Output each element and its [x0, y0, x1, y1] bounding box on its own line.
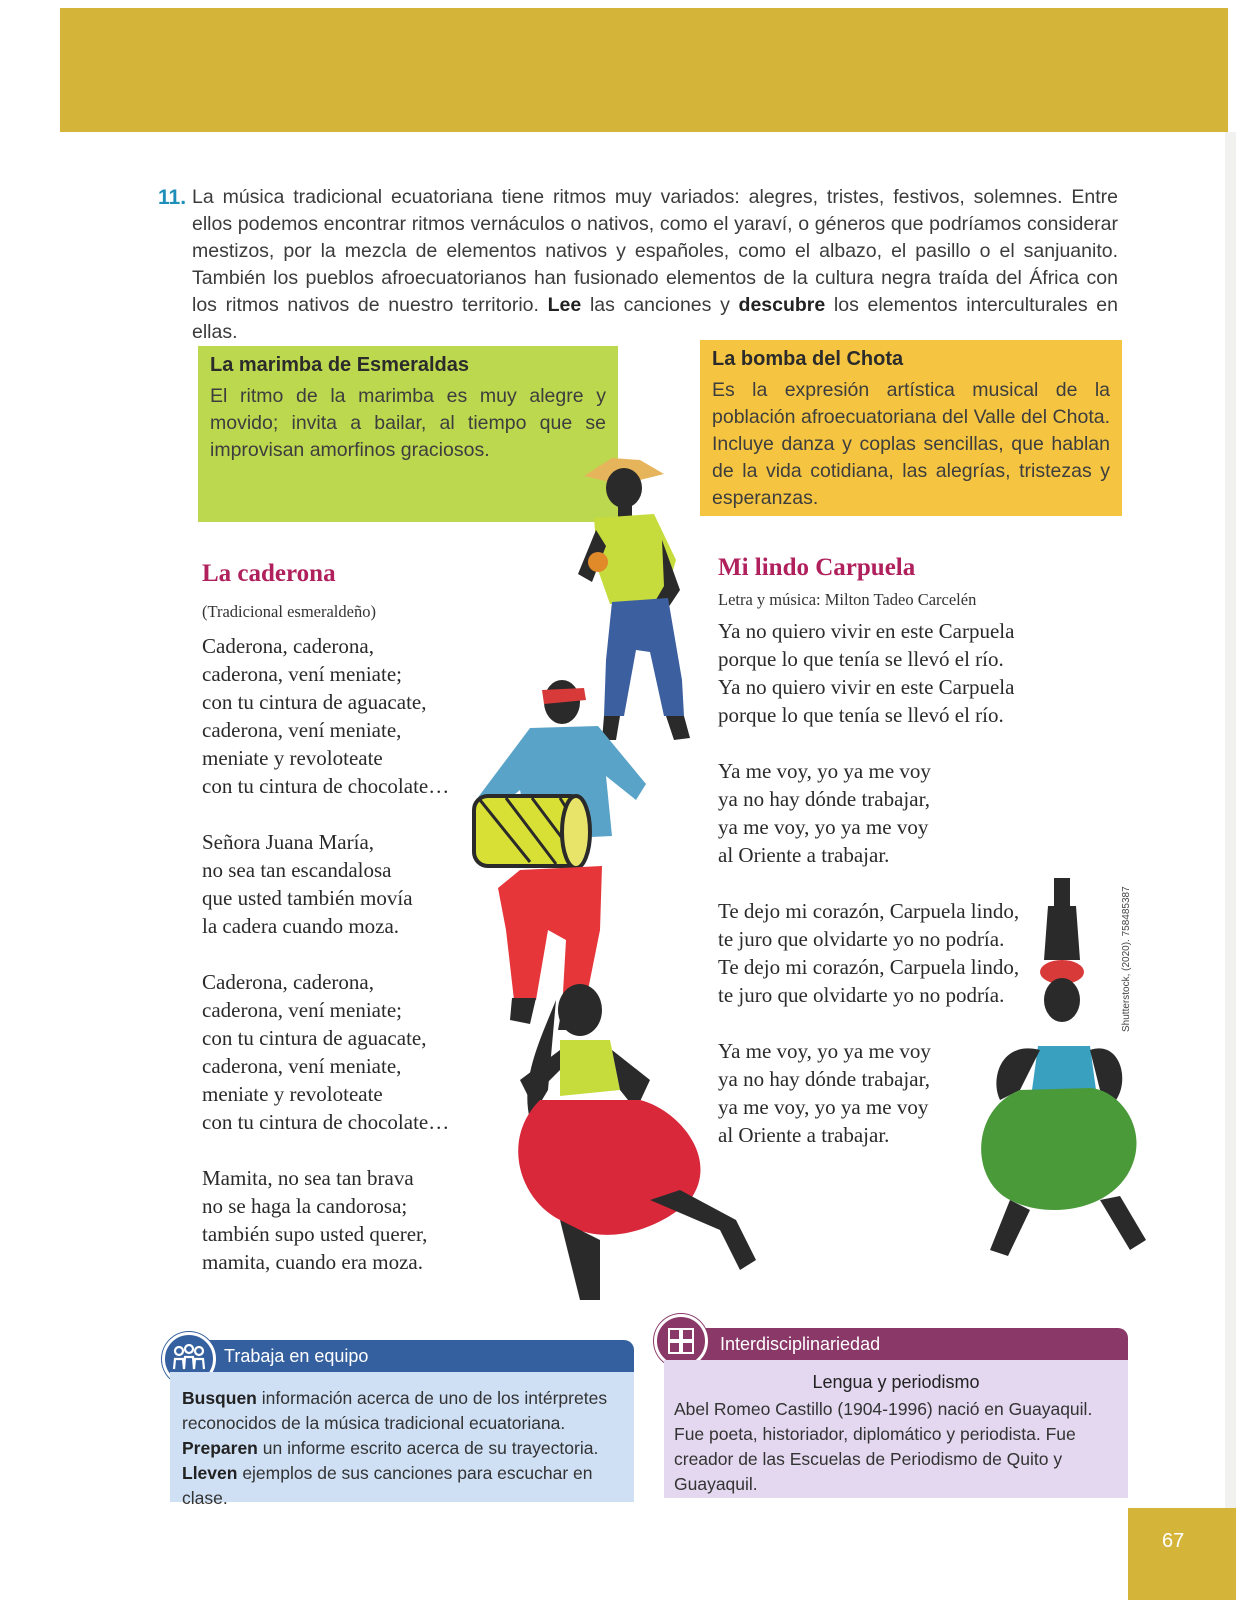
lyric-line: caderona, vení meniate,	[202, 1054, 402, 1078]
inter-panel-body	[664, 1360, 1128, 1498]
stanza	[718, 757, 1019, 869]
inter-panel-header: Interdisciplinariedad	[664, 1328, 1128, 1360]
lyric-line: no sea tan escandalosa	[202, 858, 392, 882]
lyric-line: Te dejo mi corazón, Carpuela lindo,	[718, 899, 1020, 923]
song1-lyrics	[202, 632, 449, 1304]
lyric-line: que usted también movía	[202, 886, 413, 910]
lyric-line: ya me voy, yo ya me voy	[718, 1095, 929, 1119]
activity-intro	[158, 184, 1118, 346]
lyric-line: Ya no quiero vivir en este Carpuela	[718, 619, 1015, 643]
stanza	[718, 617, 1019, 729]
intro-paragraph: La música tradicional ecuatoriana tiene ritmos muy variados: alegres, tristes, festivos, solemnes. Entre ellos podemos encontrar ritmos vernáculos o nativos, como el yaraví, o géneros que podríamos considerar mestizos, por la mezcla de elementos nativos y españoles, como el albazo, el pasillo o el sanjuanito. También los pueblos afroecuatorianos han fusionado elementos de la cultura negra traída del África con los ritmos nativos de nuestro territorio. Lee las canciones y descubre los elementos interculturales en ellas.	[192, 186, 1118, 343]
song1-subtitle: (Tradicional esmeraldeño)	[202, 602, 376, 621]
marimba-info-box	[198, 346, 618, 522]
lyric-line: con tu cintura de chocolate…	[202, 774, 450, 798]
lyric-line: Te dejo mi corazón, Carpuela lindo,	[718, 955, 1020, 979]
stanza	[202, 1164, 449, 1276]
lyric-line: con tu cintura de aguacate,	[202, 690, 427, 714]
lyric-line: ya no hay dónde trabajar,	[718, 787, 930, 811]
lyric-line: mamita, cuando era moza.	[202, 1250, 423, 1274]
stanza	[202, 828, 449, 940]
stanza	[202, 968, 449, 1136]
stanza	[202, 632, 449, 800]
lyric-line: porque lo que tenía se llevó el río.	[718, 647, 1004, 671]
page-number-box	[1128, 1508, 1236, 1600]
lyric-line: al Oriente a trabajar.	[718, 1123, 890, 1147]
lyric-line: caderona, vení meniate;	[202, 662, 402, 686]
page-edge	[1225, 132, 1236, 1600]
team-panel-header: Trabaja en equipo	[170, 1340, 634, 1372]
interdisciplinary-panel	[664, 1328, 1128, 1498]
team-panel-body: Busquen información acerca de uno de los intérpretes reconocidos de la música tradicional ecuatoriana. Preparen un informe escrito acerca de su trayectoria. Lleven ejemplos de sus canciones para escuchar en clase.	[170, 1372, 634, 1502]
song2-subtitle: Letra y música: Milton Tadeo Carcelén	[718, 590, 977, 609]
lyric-line: caderona, vení meniate;	[202, 998, 402, 1022]
bomba-text: Es la expresión artística musical de la población afroecuatoriana del Valle del Chota. Incluye danza y coplas sencillas, que hablan de la vida cotidiana, las alegrías, tristezas y esperanzas.	[712, 379, 1110, 509]
lyric-line: meniate y revoloteate	[202, 746, 383, 770]
lyric-line: también supo usted querer,	[202, 1222, 428, 1246]
song2-title: Mi lindo Carpuela	[718, 554, 916, 581]
marimba-title: La marimba de Esmeraldas	[210, 354, 470, 376]
lyric-line: Ya me voy, yo ya me voy	[718, 759, 931, 783]
drummer-figure	[474, 680, 646, 1030]
lyric-line: Mamita, no sea tan brava	[202, 1166, 414, 1190]
lyric-line: la cadera cuando moza.	[202, 914, 400, 938]
lyric-line: con tu cintura de aguacate,	[202, 1026, 427, 1050]
lyric-line: Señora Juana María,	[202, 830, 375, 854]
lyric-line: Ya no quiero vivir en este Carpuela	[718, 675, 1015, 699]
bomba-info-box	[700, 340, 1122, 516]
song1-title: La caderona	[202, 560, 336, 587]
inter-subtitle: Lengua y periodismo	[812, 1372, 980, 1392]
lyric-line: al Oriente a trabajar.	[718, 843, 890, 867]
song2-lyrics	[718, 617, 1019, 1177]
lyric-line: Ya me voy, yo ya me voy	[718, 1039, 931, 1063]
lyric-line: ya no hay dónde trabajar,	[718, 1067, 930, 1091]
bomba-title: La bomba del Chota	[712, 348, 904, 370]
activity-number: 11.	[158, 186, 187, 209]
lyric-line: Caderona, caderona,	[202, 970, 374, 994]
stanza	[718, 1037, 1019, 1149]
lyric-line: te juro que olvidarte yo no podría.	[718, 927, 1005, 951]
top-color-band	[60, 8, 1228, 132]
image-credit: Shutterstock, (2020). 758485387	[1121, 886, 1132, 1032]
page-number: 67	[1162, 1530, 1185, 1552]
stanza	[718, 897, 1019, 1009]
inter-text: Abel Romeo Castillo (1904-1996) nació en Guayaquil. Fue poeta, historiador, diplomático y periodista. Fue creador de las Escuelas de Periodismo de Quito y Guayaquil.	[674, 1399, 1093, 1494]
lyric-line: ya me voy, yo ya me voy	[718, 815, 929, 839]
lyric-line: con tu cintura de chocolate…	[202, 1110, 450, 1134]
lyric-line: caderona, vení meniate,	[202, 718, 402, 742]
lyric-line: no se haga la candorosa;	[202, 1194, 408, 1218]
marimba-text: El ritmo de la marimba es muy alegre y movido; invita a bailar, al tiempo que se improvisan amorfinos graciosos.	[210, 385, 606, 461]
lyric-line: Caderona, caderona,	[202, 634, 374, 658]
lyric-line: porque lo que tenía se llevó el río.	[718, 703, 1004, 727]
lyric-line: te juro que olvidarte yo no podría.	[718, 983, 1005, 1007]
team-work-panel	[170, 1340, 634, 1508]
lyric-line: meniate y revoloteate	[202, 1082, 383, 1106]
